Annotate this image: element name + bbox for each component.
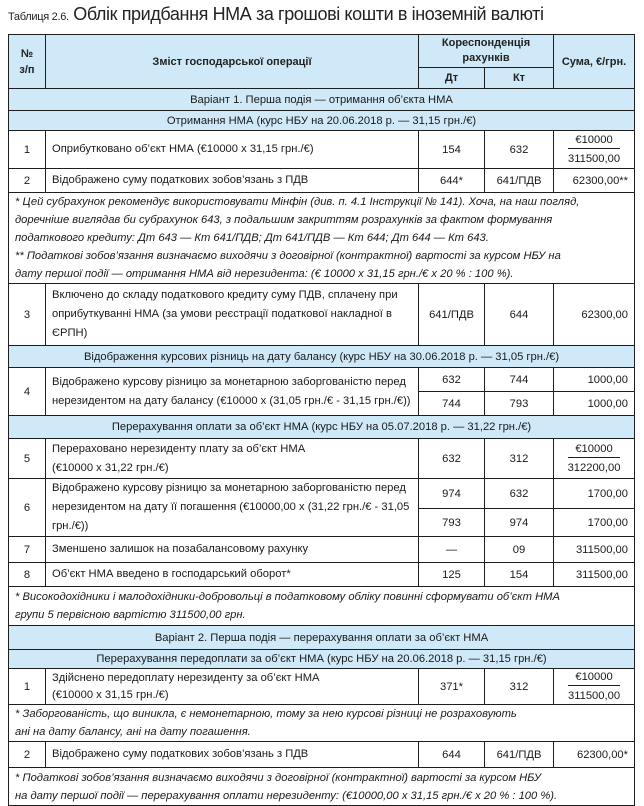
- footnote-line: доречніше виглядав би субрахунок 643, з подальшим закриттям розрахунків за фактом формування: [15, 214, 553, 226]
- row-sum: 311500,00: [554, 537, 635, 563]
- sum-eur: €10000: [568, 441, 621, 458]
- row-dt: 974: [419, 479, 485, 509]
- row-description: Відображено суму податкових зобов’язань з ПДВ: [46, 742, 419, 768]
- table-row: [9, 169, 635, 193]
- sum-fraction: [568, 669, 620, 704]
- row-description-line: (€10000 х 31,15 грн./€): [52, 688, 169, 701]
- row-sum: 1000,00: [554, 368, 635, 392]
- row-kt: 641/ПДВ: [485, 742, 554, 768]
- row-number: 2: [9, 742, 46, 768]
- row-dt: 632: [419, 439, 485, 479]
- footnote: [9, 587, 635, 626]
- row-description: [46, 669, 419, 705]
- variant1-section2-band: Відображення курсових різниць на дату балансу (курс НБУ на 30.06.2018 р. — 31,05 грн./€): [9, 346, 635, 368]
- row-dt: 644*: [419, 169, 485, 193]
- row-number: 5: [9, 439, 46, 479]
- row-kt: 312: [485, 669, 554, 705]
- row-kt: 974: [485, 509, 554, 537]
- row-description: Зменшено залишок на позабалансовому рахунку: [46, 537, 419, 563]
- row-kt: 641/ПДВ: [485, 169, 554, 193]
- row-description-line: Перераховано нерезиденту плату за об’єкт НМА: [52, 442, 306, 455]
- footnote-line: * Цей субрахунок рекомендує використовувати Мінфін (див. п. 4.1 Інструкції № 141). Хоча, на наш погляд,: [15, 196, 580, 208]
- header-correspondence: [419, 35, 554, 68]
- footnote: [9, 193, 635, 284]
- row-sum: 62300,00: [554, 284, 635, 346]
- variant2-band: Варіант 2. Перша подія — перерахування оплати за об’єкт НМА: [9, 626, 635, 650]
- row-description: Відображено курсову різницю за монетарною заборгованістю перед нерезидентом на дату її погашення (€10000,00 х (31,22 грн./€ - 31,05 грн./€)): [46, 479, 419, 537]
- table-row: [9, 563, 635, 587]
- sum-uah: 311500,00: [567, 690, 621, 702]
- row-kt: 793: [485, 392, 554, 416]
- sum-uah: 312200,00: [567, 462, 621, 474]
- row-kt: 632: [485, 479, 554, 509]
- table-header: [9, 35, 635, 89]
- table-row: [9, 284, 635, 346]
- footnote-line: на дату першої події — перерахування оплати нерезиденту: (€10000,00 х 31,15 грн./€ х 20 % : 100 %).: [15, 789, 558, 802]
- row-number: 1: [9, 669, 46, 705]
- footnote-line: ані на дату балансу, ані на дату погашення.: [15, 726, 251, 738]
- header-sum: Сума, €/грн.: [554, 35, 635, 89]
- row-description: Відображено курсову різницю за монетарною заборгованістю перед нерезидентом на дату балансу (€10000 х (31,05 грн./€ - 31,15 грн./€)): [46, 368, 419, 416]
- row-dt: 644: [419, 742, 485, 768]
- table-row: [9, 131, 635, 169]
- footnote-line: * Заборгованість, що виникла, є немонетарною, тому за нею курсові різниці не розраховують: [15, 708, 517, 720]
- accounting-table: [8, 34, 635, 806]
- header-corr-line2: рахунків: [462, 52, 510, 64]
- row-dt: 125: [419, 563, 485, 587]
- row-number: 4: [9, 368, 46, 416]
- row-sum: [554, 131, 635, 169]
- table-row: [9, 439, 635, 479]
- row-sum: 1000,00: [554, 392, 635, 416]
- row-number: 8: [9, 563, 46, 587]
- row-description-line: (€10000 х 31,22 грн./€): [52, 461, 169, 474]
- row-sum: 1700,00: [554, 509, 635, 537]
- footnote-line: * Високодохідники і малодохідники-добровольці в податковому обліку повинні сформувати об’єкт НМА: [15, 591, 560, 603]
- row-number: 3: [9, 284, 46, 346]
- row-kt: 744: [485, 368, 554, 392]
- header-kt: Кт: [485, 68, 554, 89]
- footnote-line: податкового кредиту: Дт 643 — Кт 641/ПДВ; Дт 641/ПДВ — Кт 644; Дт 644 — Кт 643.: [15, 232, 489, 244]
- row-dt: 154: [419, 131, 485, 169]
- footnote-line: ** Податкові зобов’язання визначаємо виходячи з договірної (контрактної) вартості за курсом НБУ на: [15, 250, 561, 262]
- row-dt: —: [419, 537, 485, 563]
- row-kt: 312: [485, 439, 554, 479]
- row-description: Оприбутковано об’єкт НМА (€10000 х 31,15 грн./€): [46, 131, 419, 169]
- table-row: [9, 669, 635, 705]
- header-content: Зміст господарської операції: [46, 35, 419, 89]
- header-corr-line1: Кореспонденція: [441, 37, 531, 49]
- footnote-line: * Податкові зобов’язання визначаємо виходячи з договірної (контрактної) вартості за курсом НБУ: [15, 771, 541, 784]
- row-dt: 371*: [419, 669, 485, 705]
- row-kt: 154: [485, 563, 554, 587]
- table-row: [9, 368, 635, 392]
- row-kt: 09: [485, 537, 554, 563]
- row-description-line: Здійснено передоплату нерезиденту за об’єкт НМА: [52, 671, 320, 684]
- variant1-band: Варіант 1. Перша подія — отримання об’єкта НМА: [9, 89, 635, 111]
- row-number: 7: [9, 537, 46, 563]
- footnote-line: дату першої події — отримання НМА від нерезидента: (€ 10000 х 31,15 грн./€ х 20 % : 100 %).: [15, 268, 514, 280]
- sum-uah: 311500,00: [567, 153, 621, 165]
- header-num-line1: №: [20, 47, 34, 60]
- table-caption: [8, 4, 544, 28]
- row-dt: 793: [419, 509, 485, 537]
- variant2-section1-band: Перерахування передоплати за об’єкт НМА (курс НБУ на 20.06.2018 р. — 31,15 грн./€): [9, 650, 635, 669]
- row-description: Об’єкт НМА введено в господарський оборот*: [46, 563, 419, 587]
- row-description: Включено до складу податкового кредиту суму ПДВ, сплачену при оприбуткуванні НМА (за умови реєстрації податкової накладної в ЄРПН): [46, 284, 419, 346]
- row-number: 2: [9, 169, 46, 193]
- footnote: [9, 705, 635, 742]
- row-number: 6: [9, 479, 46, 537]
- row-sum: 62300,00**: [554, 169, 635, 193]
- header-dt: Дт: [419, 68, 485, 89]
- table-row: [9, 742, 635, 768]
- header-num: [9, 35, 46, 89]
- row-description: Відображено суму податкових зобов’язань з ПДВ: [46, 169, 419, 193]
- sum-fraction: [568, 132, 620, 167]
- sum-fraction: [568, 441, 621, 476]
- header-num-line2: з/п: [19, 63, 35, 76]
- footnote-line: групи 5 первісною вартістю 311500,00 грн.: [15, 609, 246, 621]
- row-dt: 744: [419, 392, 485, 416]
- row-kt: 632: [485, 131, 554, 169]
- row-sum: [554, 439, 635, 479]
- row-description: [46, 439, 419, 479]
- sum-eur: €10000: [568, 132, 620, 149]
- row-sum: 1700,00: [554, 479, 635, 509]
- sum-eur: €10000: [568, 669, 620, 686]
- variant1-section1-band: Отримання НМА (курс НБУ на 20.06.2018 р. — 31,15 грн./€): [9, 111, 635, 131]
- row-number: 1: [9, 131, 46, 169]
- footnote: [9, 768, 635, 806]
- table-number: Таблиця 2.6.: [8, 11, 69, 23]
- row-dt: 632: [419, 368, 485, 392]
- row-kt: 644: [485, 284, 554, 346]
- row-sum: 62300,00*: [554, 742, 635, 768]
- row-sum: 311500,00: [554, 563, 635, 587]
- table-row: [9, 479, 635, 509]
- row-sum: [554, 669, 635, 705]
- table-row: [9, 537, 635, 563]
- variant1-section3-band: Перерахування оплати за об’єкт НМА (курс НБУ на 05.07.2018 р. — 31,22 грн./€): [9, 416, 635, 439]
- table-title: Облік придбання НМА за грошові кошти в іноземній валюті: [73, 4, 544, 24]
- row-dt: 641/ПДВ: [419, 284, 485, 346]
